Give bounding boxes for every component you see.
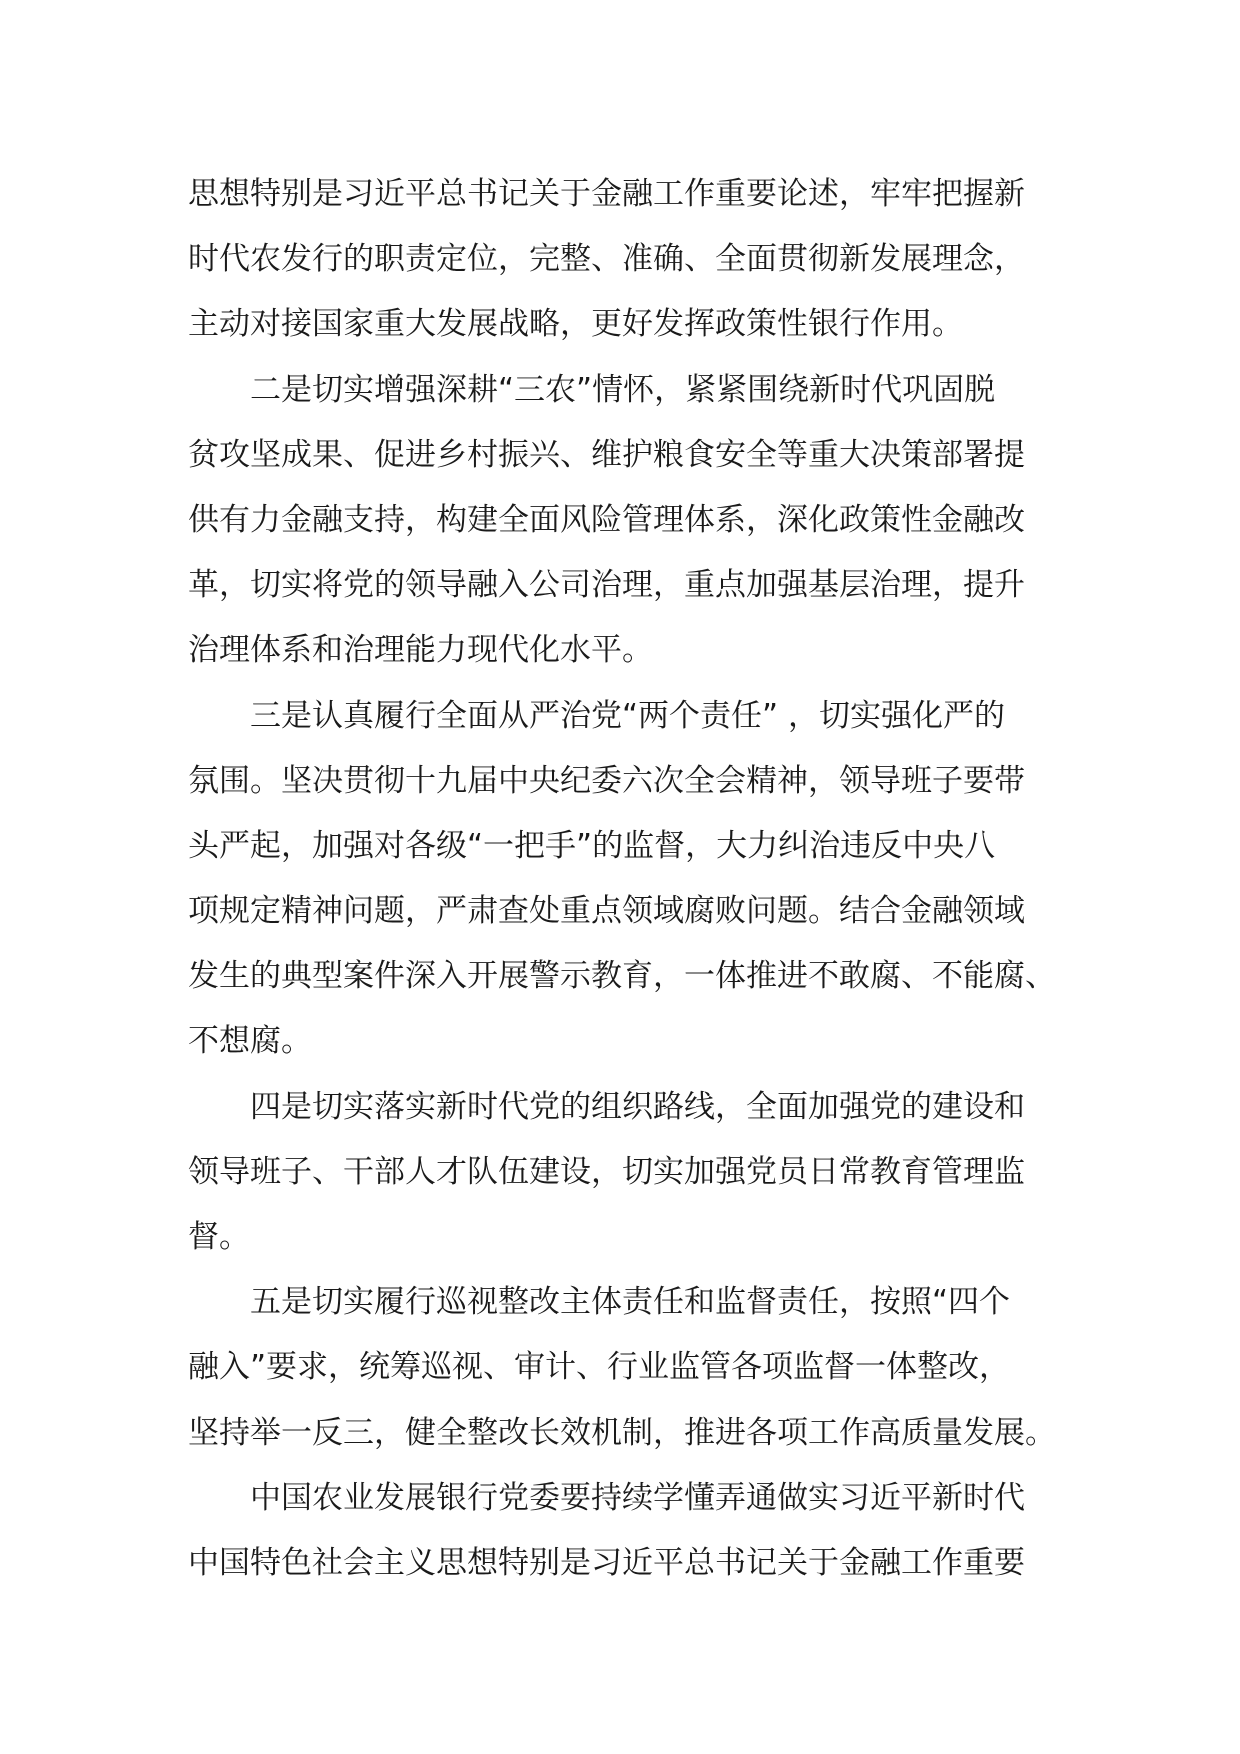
- text-line: 革，切实将党的领导融入公司治理，重点加强基层治理，提升: [188, 567, 1025, 604]
- text-line: 供有力金融支持，构建全面风险管理体系，深化政策性金融改: [188, 501, 1025, 538]
- paragraph-five-first-line: 五是切实履行巡视整改主体责任和监督责任，按照“四个: [250, 1284, 1011, 1321]
- text-line: 融入”要求，统筹巡视、审计、行业监管各项监督一体整改，: [188, 1349, 1011, 1386]
- document-body: [188, 162, 1064, 1596]
- paragraph-three-first-line: 三是认真履行全面从严治党“两个责任” ，切实强化严的: [250, 697, 1005, 734]
- text-line: 督。: [188, 1219, 250, 1255]
- text-line: 氛围。坚决贯彻十九届中央纪委六次全会精神，领导班子要带: [188, 762, 1025, 799]
- text-line: 时代农发行的职责定位，完整、准确、全面贯彻新发展理念，: [188, 241, 1025, 278]
- text-line: 领导班子、干部人才队伍建设，切实加强党员日常教育管理监: [188, 1153, 1025, 1190]
- paragraph-four-first-line: 四是切实落实新时代党的组织路线，全面加强党的建设和: [250, 1088, 1025, 1125]
- closing-paragraph-first-line: 中国农业发展银行党委要持续学懂弄通做实习近平新时代: [250, 1479, 1025, 1516]
- text-line: 中国特色社会主义思想特别是习近平总书记关于金融工作重要: [188, 1544, 1025, 1581]
- text-line: 主动对接国家重大发展战略，更好发挥政策性银行作用。: [188, 306, 963, 343]
- text-line: 贫攻坚成果、促进乡村振兴、维护粮食安全等重大决策部署提: [188, 436, 1025, 473]
- text-line: 项规定精神问题，严肃查处重点领域腐败问题。结合金融领域: [188, 893, 1025, 930]
- text-line: 治理体系和治理能力现代化水平。: [188, 632, 653, 669]
- text-line: 不想腐。: [188, 1023, 312, 1060]
- text-line: 思想特别是习近平总书记关于金融工作重要论述，牢牢把握新: [188, 176, 1025, 212]
- text-line: 发生的典型案件深入开展警示教育，一体推进不敢腐、不能腐、: [188, 958, 1056, 995]
- text-line: 头严起，加强对各级“一把手”的监督，大力纠治违反中央八: [188, 827, 996, 864]
- text-line: 坚持举一反三，健全整改长效机制，推进各项工作高质量发展。: [188, 1414, 1056, 1451]
- paragraph-two-first-line: 二是切实增强深耕“三农”情怀，紧紧围绕新时代巩固脱: [250, 371, 996, 408]
